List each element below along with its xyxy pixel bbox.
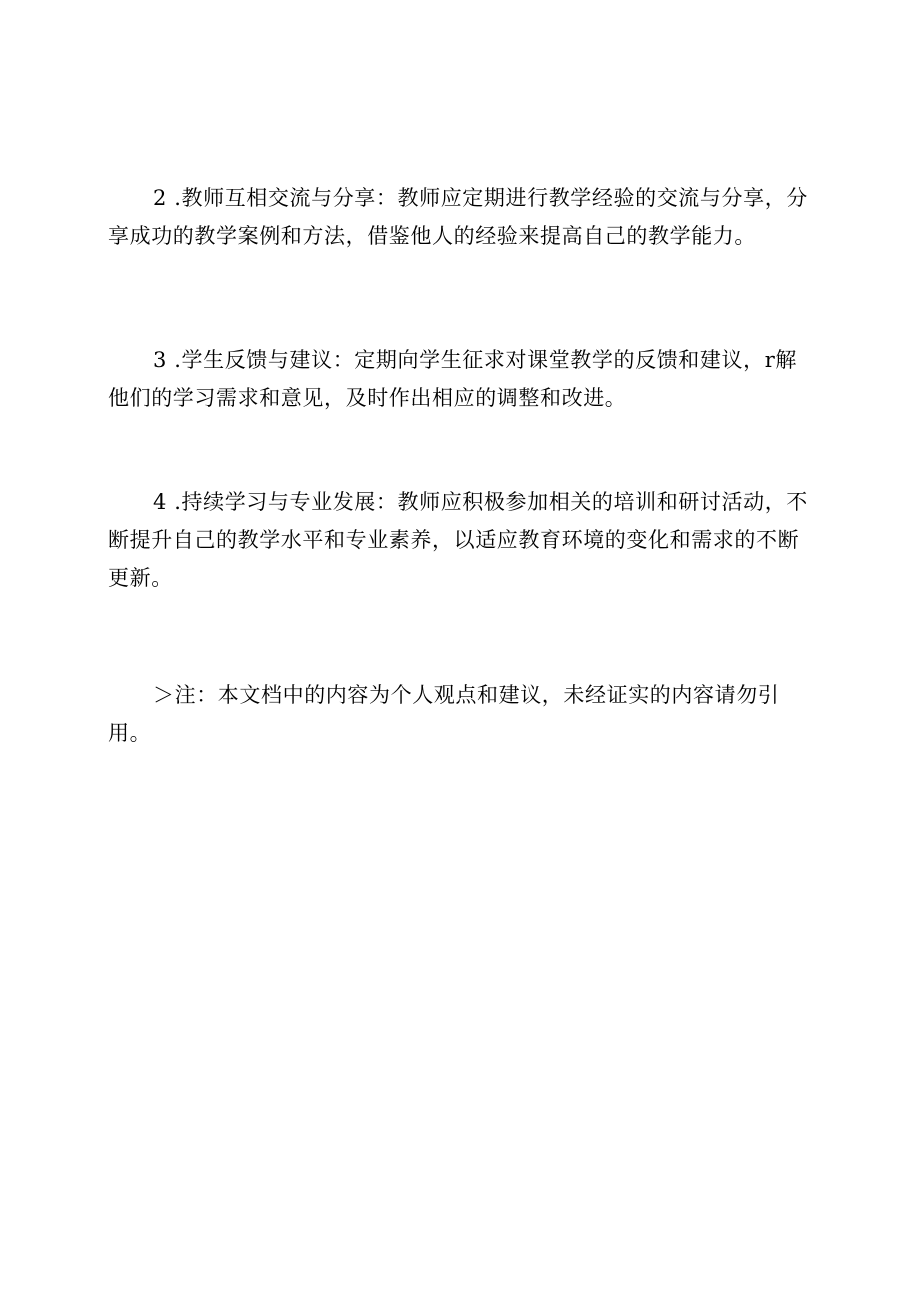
paragraph-continuous-learning: 4 .持续学习与专业发展：教师应积极参加相关的培训和研讨活动，不断提升自己的教学水平和专业素养，以适应教育环境的变化和需求的不断更新。 xyxy=(108,490,808,590)
paragraph-disclaimer-note: ＞注：本文档中的内容为个人观点和建议，未经证实的内容请勿引用。 xyxy=(108,683,780,745)
paragraph-teacher-exchange: 2 .教师互相交流与分享：教师应定期进行教学经验的交流与分享，分享成功的教学案例和方法，借鉴他人的经验来提高自己的教学能力。 xyxy=(108,186,808,248)
paragraph-student-feedback: 3 .学生反馈与建议：定期向学生征求对课堂教学的反馈和建议，r解他们的学习需求和意见，及时作出相应的调整和改进。 xyxy=(108,348,797,410)
